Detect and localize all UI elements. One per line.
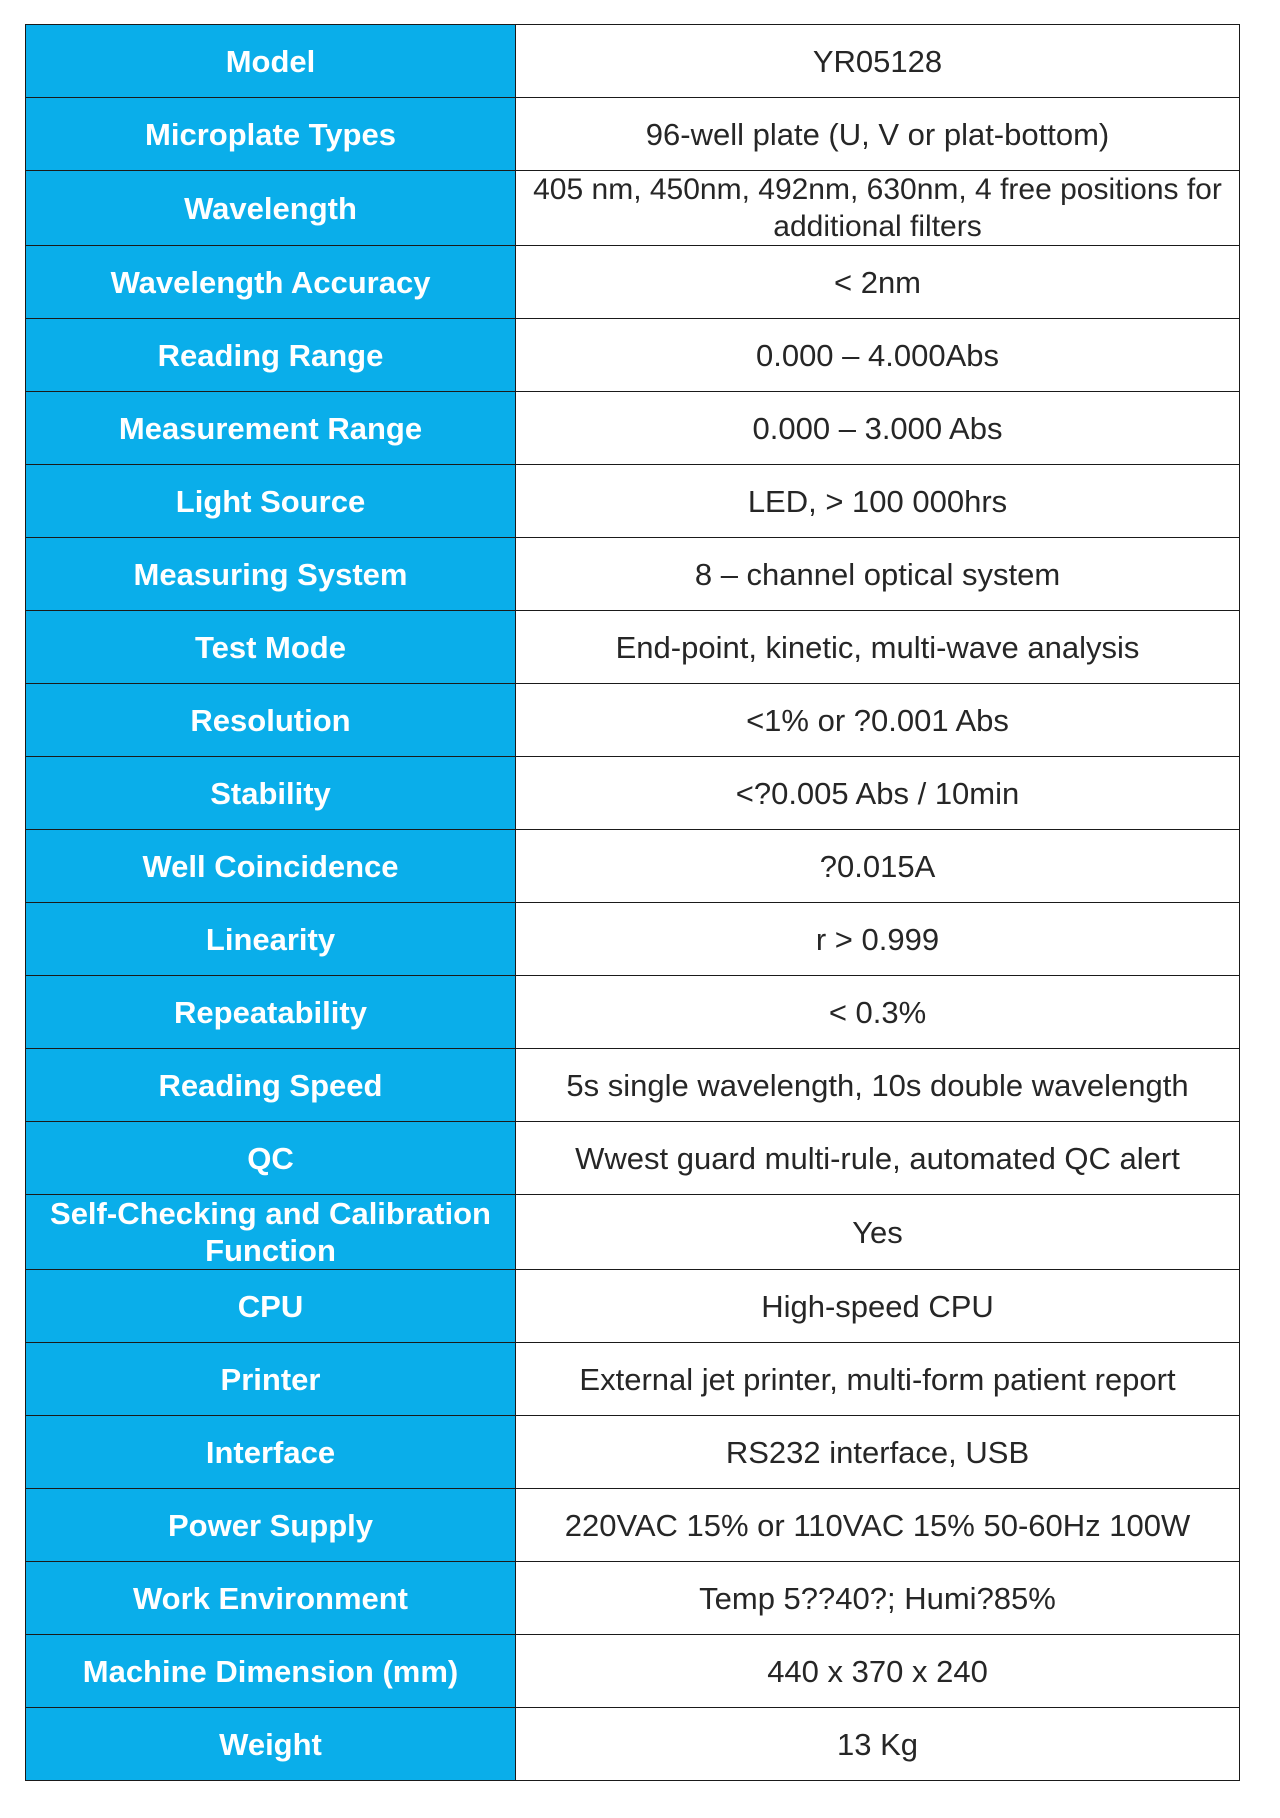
spec-row-model	[26, 25, 1240, 98]
spec-label: Model	[26, 25, 516, 98]
spec-row-wavelength-accuracy	[26, 246, 1240, 319]
spec-row-qc	[26, 1122, 1240, 1195]
spec-label: Stability	[26, 757, 516, 830]
spec-value: Wwest guard multi-rule, automated QC alert	[516, 1122, 1240, 1195]
spec-value: 0.000 – 3.000 Abs	[516, 392, 1240, 465]
spec-row-resolution	[26, 684, 1240, 757]
spec-label: Interface	[26, 1416, 516, 1489]
spec-label: Well Coincidence	[26, 830, 516, 903]
spec-row-well-coincidence	[26, 830, 1240, 903]
spec-label: Power Supply	[26, 1489, 516, 1562]
spec-row-reading-range	[26, 319, 1240, 392]
spec-row-light-source	[26, 465, 1240, 538]
spec-row-machine-dimension	[26, 1635, 1240, 1708]
spec-label: Measurement Range	[26, 392, 516, 465]
spec-label: Reading Speed	[26, 1049, 516, 1122]
spec-label: Wavelength Accuracy	[26, 246, 516, 319]
spec-label: QC	[26, 1122, 516, 1195]
spec-value: RS232 interface, USB	[516, 1416, 1240, 1489]
spec-row-weight	[26, 1708, 1240, 1781]
spec-label: Weight	[26, 1708, 516, 1781]
spec-label: Measuring System	[26, 538, 516, 611]
spec-row-repeatability	[26, 976, 1240, 1049]
spec-value: <1% or ?0.001 Abs	[516, 684, 1240, 757]
spec-value: End-point, kinetic, multi-wave analysis	[516, 611, 1240, 684]
spec-row-measuring-system	[26, 538, 1240, 611]
spec-value: Yes	[516, 1195, 1240, 1270]
spec-value: 8 – channel optical system	[516, 538, 1240, 611]
spec-value: 220VAC 15% or 110VAC 15% 50-60Hz 100W	[516, 1489, 1240, 1562]
spec-value: Temp 5??40?; Humi?85%	[516, 1562, 1240, 1635]
spec-value: 96-well plate (U, V or plat-bottom)	[516, 98, 1240, 171]
spec-label: CPU	[26, 1270, 516, 1343]
spec-value: 405 nm, 450nm, 492nm, 630nm, 4 free positions for additional filters	[516, 171, 1240, 246]
spec-label: Wavelength	[26, 171, 516, 246]
spec-value: High-speed CPU	[516, 1270, 1240, 1343]
spec-value: <?0.005 Abs / 10min	[516, 757, 1240, 830]
spec-value: ?0.015A	[516, 830, 1240, 903]
spec-row-linearity	[26, 903, 1240, 976]
spec-value: 13 Kg	[516, 1708, 1240, 1781]
spec-row-interface	[26, 1416, 1240, 1489]
spec-label: Resolution	[26, 684, 516, 757]
spec-label: Work Environment	[26, 1562, 516, 1635]
spec-value: YR05128	[516, 25, 1240, 98]
spec-value: 440 x 370 x 240	[516, 1635, 1240, 1708]
spec-value: r > 0.999	[516, 903, 1240, 976]
spec-label: Repeatability	[26, 976, 516, 1049]
spec-value: 5s single wavelength, 10s double wavelength	[516, 1049, 1240, 1122]
spec-row-wavelength	[26, 171, 1240, 246]
spec-row-work-environment	[26, 1562, 1240, 1635]
spec-label: Test Mode	[26, 611, 516, 684]
spec-label: Machine Dimension (mm)	[26, 1635, 516, 1708]
spec-row-reading-speed	[26, 1049, 1240, 1122]
spec-row-microplate-types	[26, 98, 1240, 171]
spec-row-power-supply	[26, 1489, 1240, 1562]
spec-label: Reading Range	[26, 319, 516, 392]
spec-value: < 2nm	[516, 246, 1240, 319]
spec-label: Light Source	[26, 465, 516, 538]
spec-label: Linearity	[26, 903, 516, 976]
spec-value: External jet printer, multi-form patient report	[516, 1343, 1240, 1416]
spec-row-self-checking	[26, 1195, 1240, 1270]
spec-row-stability	[26, 757, 1240, 830]
spec-label: Microplate Types	[26, 98, 516, 171]
spec-row-test-mode	[26, 611, 1240, 684]
spec-row-printer	[26, 1343, 1240, 1416]
spec-value: LED, > 100 000hrs	[516, 465, 1240, 538]
spec-row-cpu	[26, 1270, 1240, 1343]
spec-row-measurement-range	[26, 392, 1240, 465]
spec-value: < 0.3%	[516, 976, 1240, 1049]
spec-value: 0.000 – 4.000Abs	[516, 319, 1240, 392]
spec-label: Self-Checking and Calibration Function	[26, 1195, 516, 1270]
spec-label: Printer	[26, 1343, 516, 1416]
specification-table	[25, 24, 1240, 1781]
